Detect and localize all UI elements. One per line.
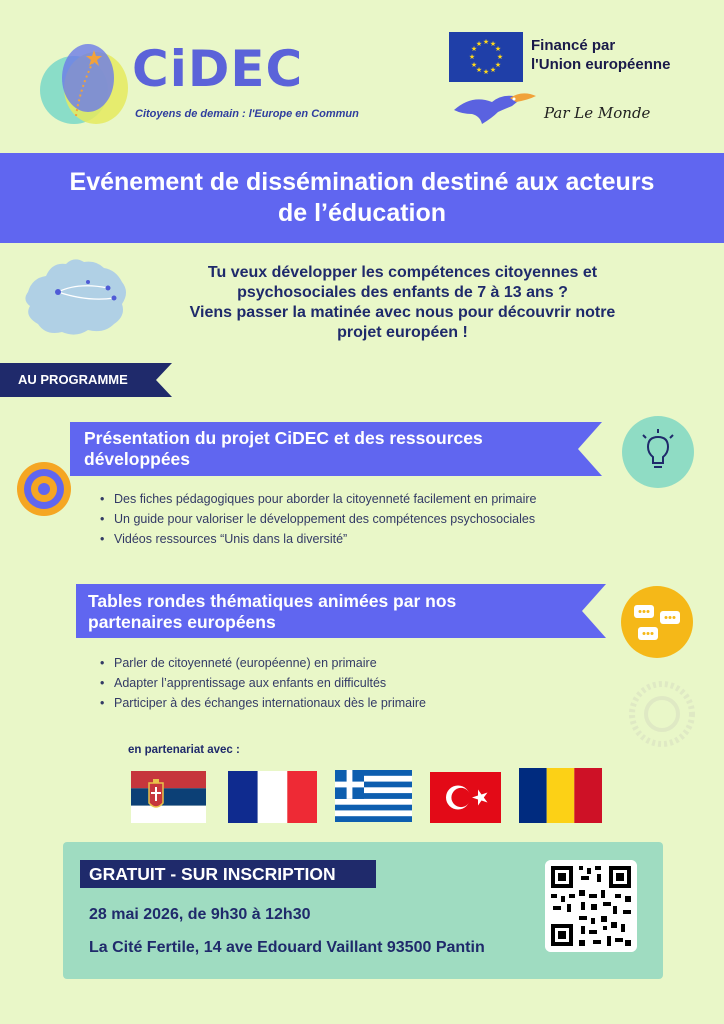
svg-text:★: ★	[489, 66, 497, 74]
svg-text:★: ★	[475, 66, 483, 74]
partners-label: en partenariat avec :	[128, 744, 240, 756]
list-item: • Des fiches pédagogiques pour aborder la citoyenneté facilement en primaire	[98, 489, 618, 509]
par-le-monde-logo: Par Le Monde	[544, 104, 651, 122]
section2-title-line2: partenaires européens	[88, 612, 276, 632]
cidec-logo-icon	[36, 38, 136, 128]
intro-line4: projet européen !	[337, 324, 468, 341]
svg-text:★: ★	[494, 61, 502, 69]
eu-funding-line1: Financé par	[531, 37, 616, 54]
svg-text:★: ★	[482, 38, 490, 46]
brand-tagline: Citoyens de demain : l'Europe en Commun	[135, 108, 359, 120]
europe-map-icon	[18, 252, 134, 342]
section1-title-line2: développées	[84, 449, 191, 469]
registration-badge-text: GRATUIT - SUR INSCRIPTION	[89, 864, 336, 884]
event-address: La Cité Fertile, 14 ave Edouard Vaillant 93500 Pantin	[89, 939, 485, 956]
section1-title-line1: Présentation du projet CiDEC et des ressources	[84, 428, 483, 448]
greece-flag	[335, 770, 412, 822]
svg-text:★: ★	[496, 53, 504, 61]
list-item: • Adapter l’apprentissage aux enfants en difficultés	[98, 673, 548, 693]
section1-title	[84, 428, 554, 470]
section2-title-line1: Tables rondes thématiques animées par nos	[88, 591, 457, 611]
turkey-flag	[430, 772, 501, 823]
list-item: • Vidéos ressources “Unis dans la diversité”	[98, 529, 618, 549]
section1-list	[98, 489, 618, 549]
svg-text:★: ★	[494, 45, 502, 53]
eu-funding-line2: l'Union européenne	[531, 56, 671, 73]
decorative-circle-icon	[626, 678, 698, 750]
target-icon	[16, 461, 72, 517]
svg-text:★: ★	[468, 53, 476, 61]
page-title-line1: Evénement de dissémination destiné aux acteurs	[69, 168, 655, 196]
serbia-flag	[131, 771, 206, 823]
event-date: 28 mai 2026, de 9h30 à 12h30	[89, 906, 311, 923]
intro-line2: psychosociales des enfants de 7 à 13 ans ?	[237, 284, 568, 301]
romania-flag	[519, 768, 602, 823]
section2-title	[88, 591, 548, 633]
lightbulb-icon	[621, 415, 695, 489]
program-label: AU PROGRAMME	[18, 372, 128, 387]
svg-text:★: ★	[482, 68, 490, 76]
svg-text:★: ★	[475, 40, 483, 48]
france-flag	[228, 771, 317, 823]
brand-name: CiDEC	[132, 40, 304, 98]
svg-text:★: ★	[489, 40, 497, 48]
page-title	[10, 167, 714, 229]
intro-line1: Tu veux développer les compétences citoyennes et	[207, 264, 598, 281]
toucan-bird-icon	[452, 88, 542, 128]
list-item: • Parler de citoyenneté (européenne) en primaire	[98, 653, 548, 673]
eu-flag-icon	[449, 32, 523, 82]
chat-bubbles-icon	[620, 585, 694, 659]
section2-list	[98, 653, 548, 713]
intro-text	[140, 263, 665, 343]
svg-text:★: ★	[470, 61, 478, 69]
eu-funding-text	[531, 36, 670, 74]
list-item: • Participer à des échanges internationaux dès le primaire	[98, 693, 548, 713]
svg-text:★: ★	[470, 45, 478, 53]
intro-line3: Viens passer la matinée avec nous pour découvrir notre	[189, 304, 616, 321]
list-item: • Un guide pour valoriser le développement des compétences psychosociales	[98, 509, 618, 529]
page-title-line2: de l’éducation	[277, 199, 447, 227]
qr-code-icon[interactable]	[545, 860, 637, 952]
